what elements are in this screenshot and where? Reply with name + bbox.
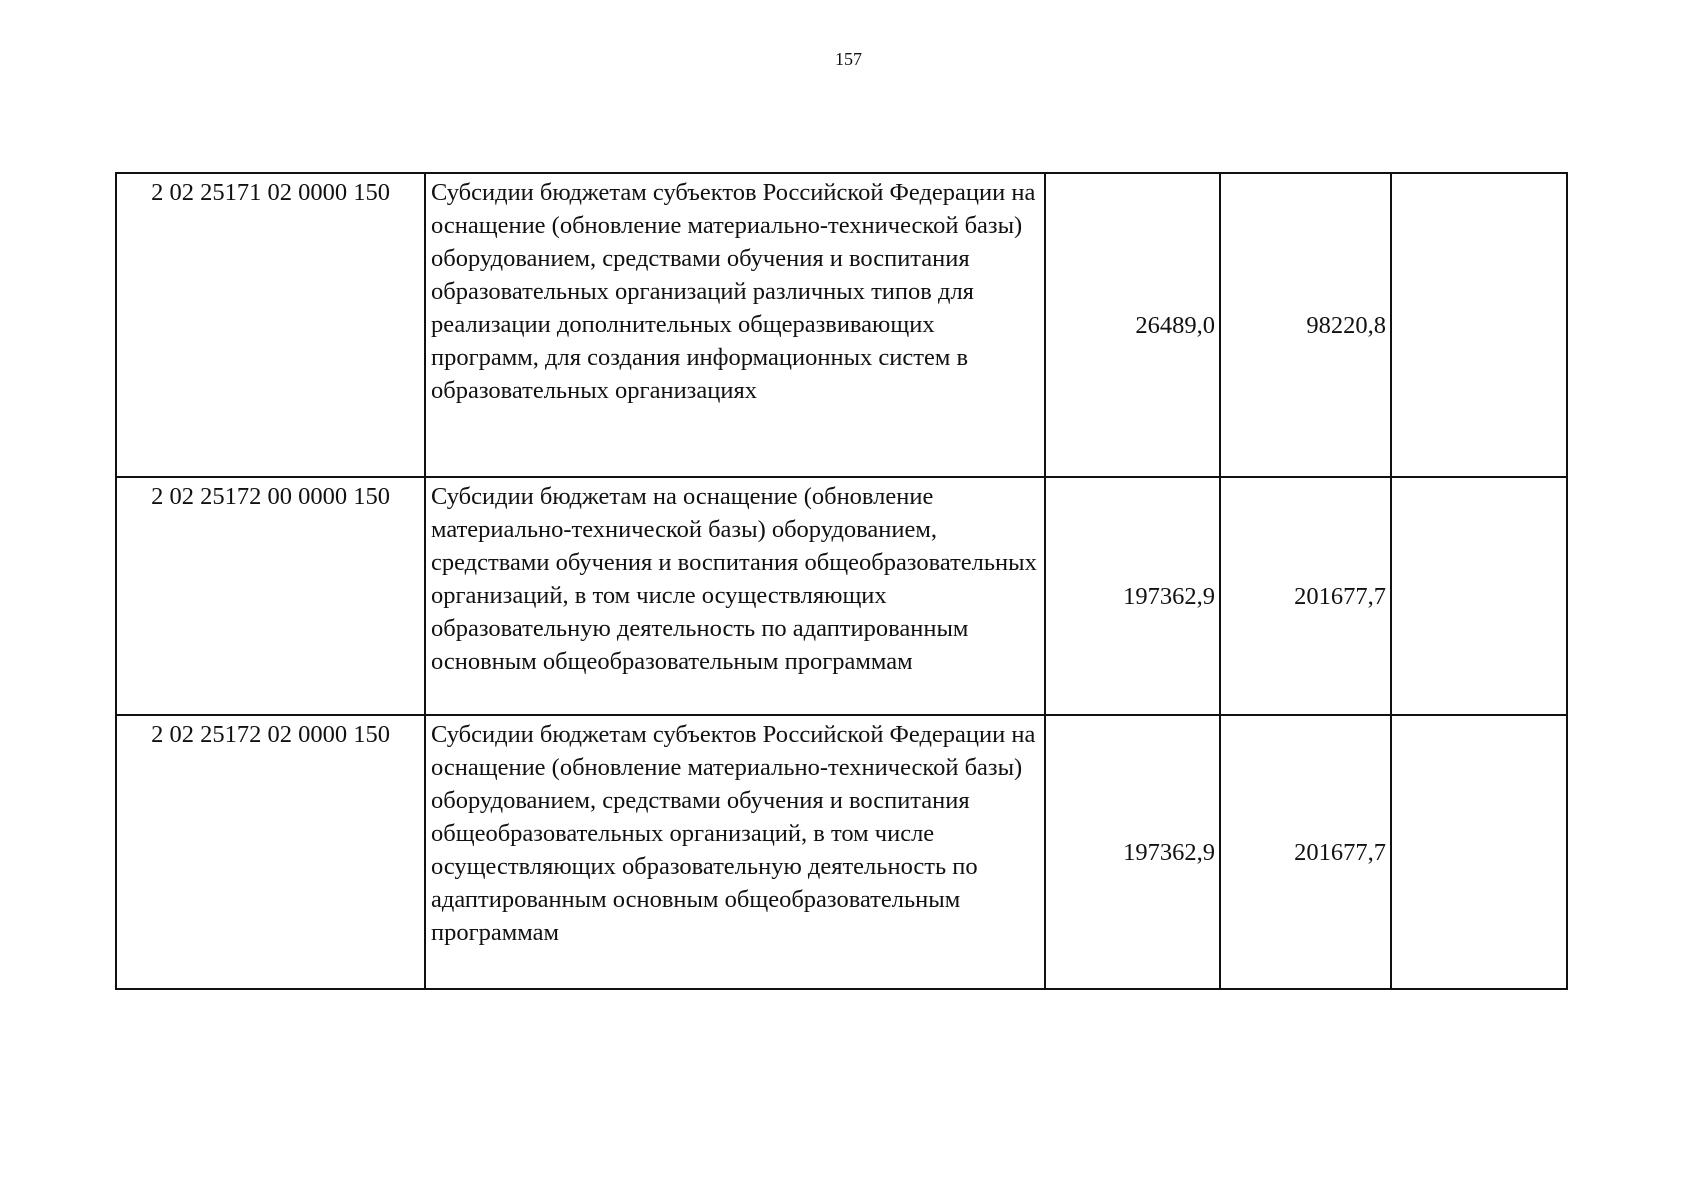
budget-code-cell: 2 02 25172 02 0000 150 [116, 715, 425, 989]
value-2-cell: 98220,8 [1220, 173, 1391, 477]
value-1-cell: 197362,9 [1045, 715, 1220, 989]
budget-table [115, 172, 1568, 990]
budget-code-cell: 2 02 25171 02 0000 150 [116, 173, 425, 477]
description-cell: Субсидии бюджетам субъектов Российской Федерации на оснащение (обновление материально-технической базы) оборудованием, средствами обучения и воспитания образовательных организаций различных типов для реализации дополнительных общеразвивающих программ, для создания информационных систем в образовательных организациях [425, 173, 1045, 477]
value-1-cell: 197362,9 [1045, 477, 1220, 715]
value-2-cell: 201677,7 [1220, 715, 1391, 989]
value-3-cell [1391, 477, 1567, 715]
table-row [116, 477, 1567, 715]
table-row [116, 173, 1567, 477]
value-3-cell [1391, 173, 1567, 477]
value-1-cell: 26489,0 [1045, 173, 1220, 477]
table-row [116, 715, 1567, 989]
value-2-cell: 201677,7 [1220, 477, 1391, 715]
page-number: 157 [835, 49, 862, 69]
budget-code-cell: 2 02 25172 00 0000 150 [116, 477, 425, 715]
value-3-cell [1391, 715, 1567, 989]
description-cell: Субсидии бюджетам на оснащение (обновление материально-технической базы) оборудованием, средствами обучения и воспитания общеобразовательных организаций, в том числе осуществляющих образовательную деятельность по адаптированным основным общеобразовательным программам [425, 477, 1045, 715]
description-cell: Субсидии бюджетам субъектов Российской Федерации на оснащение (обновление материально-технической базы) оборудованием, средствами обучения и воспитания общеобразовательных организаций, в том числе осуществляющих образовательную деятельность по адаптированным основным общеобразовательным программам [425, 715, 1045, 989]
